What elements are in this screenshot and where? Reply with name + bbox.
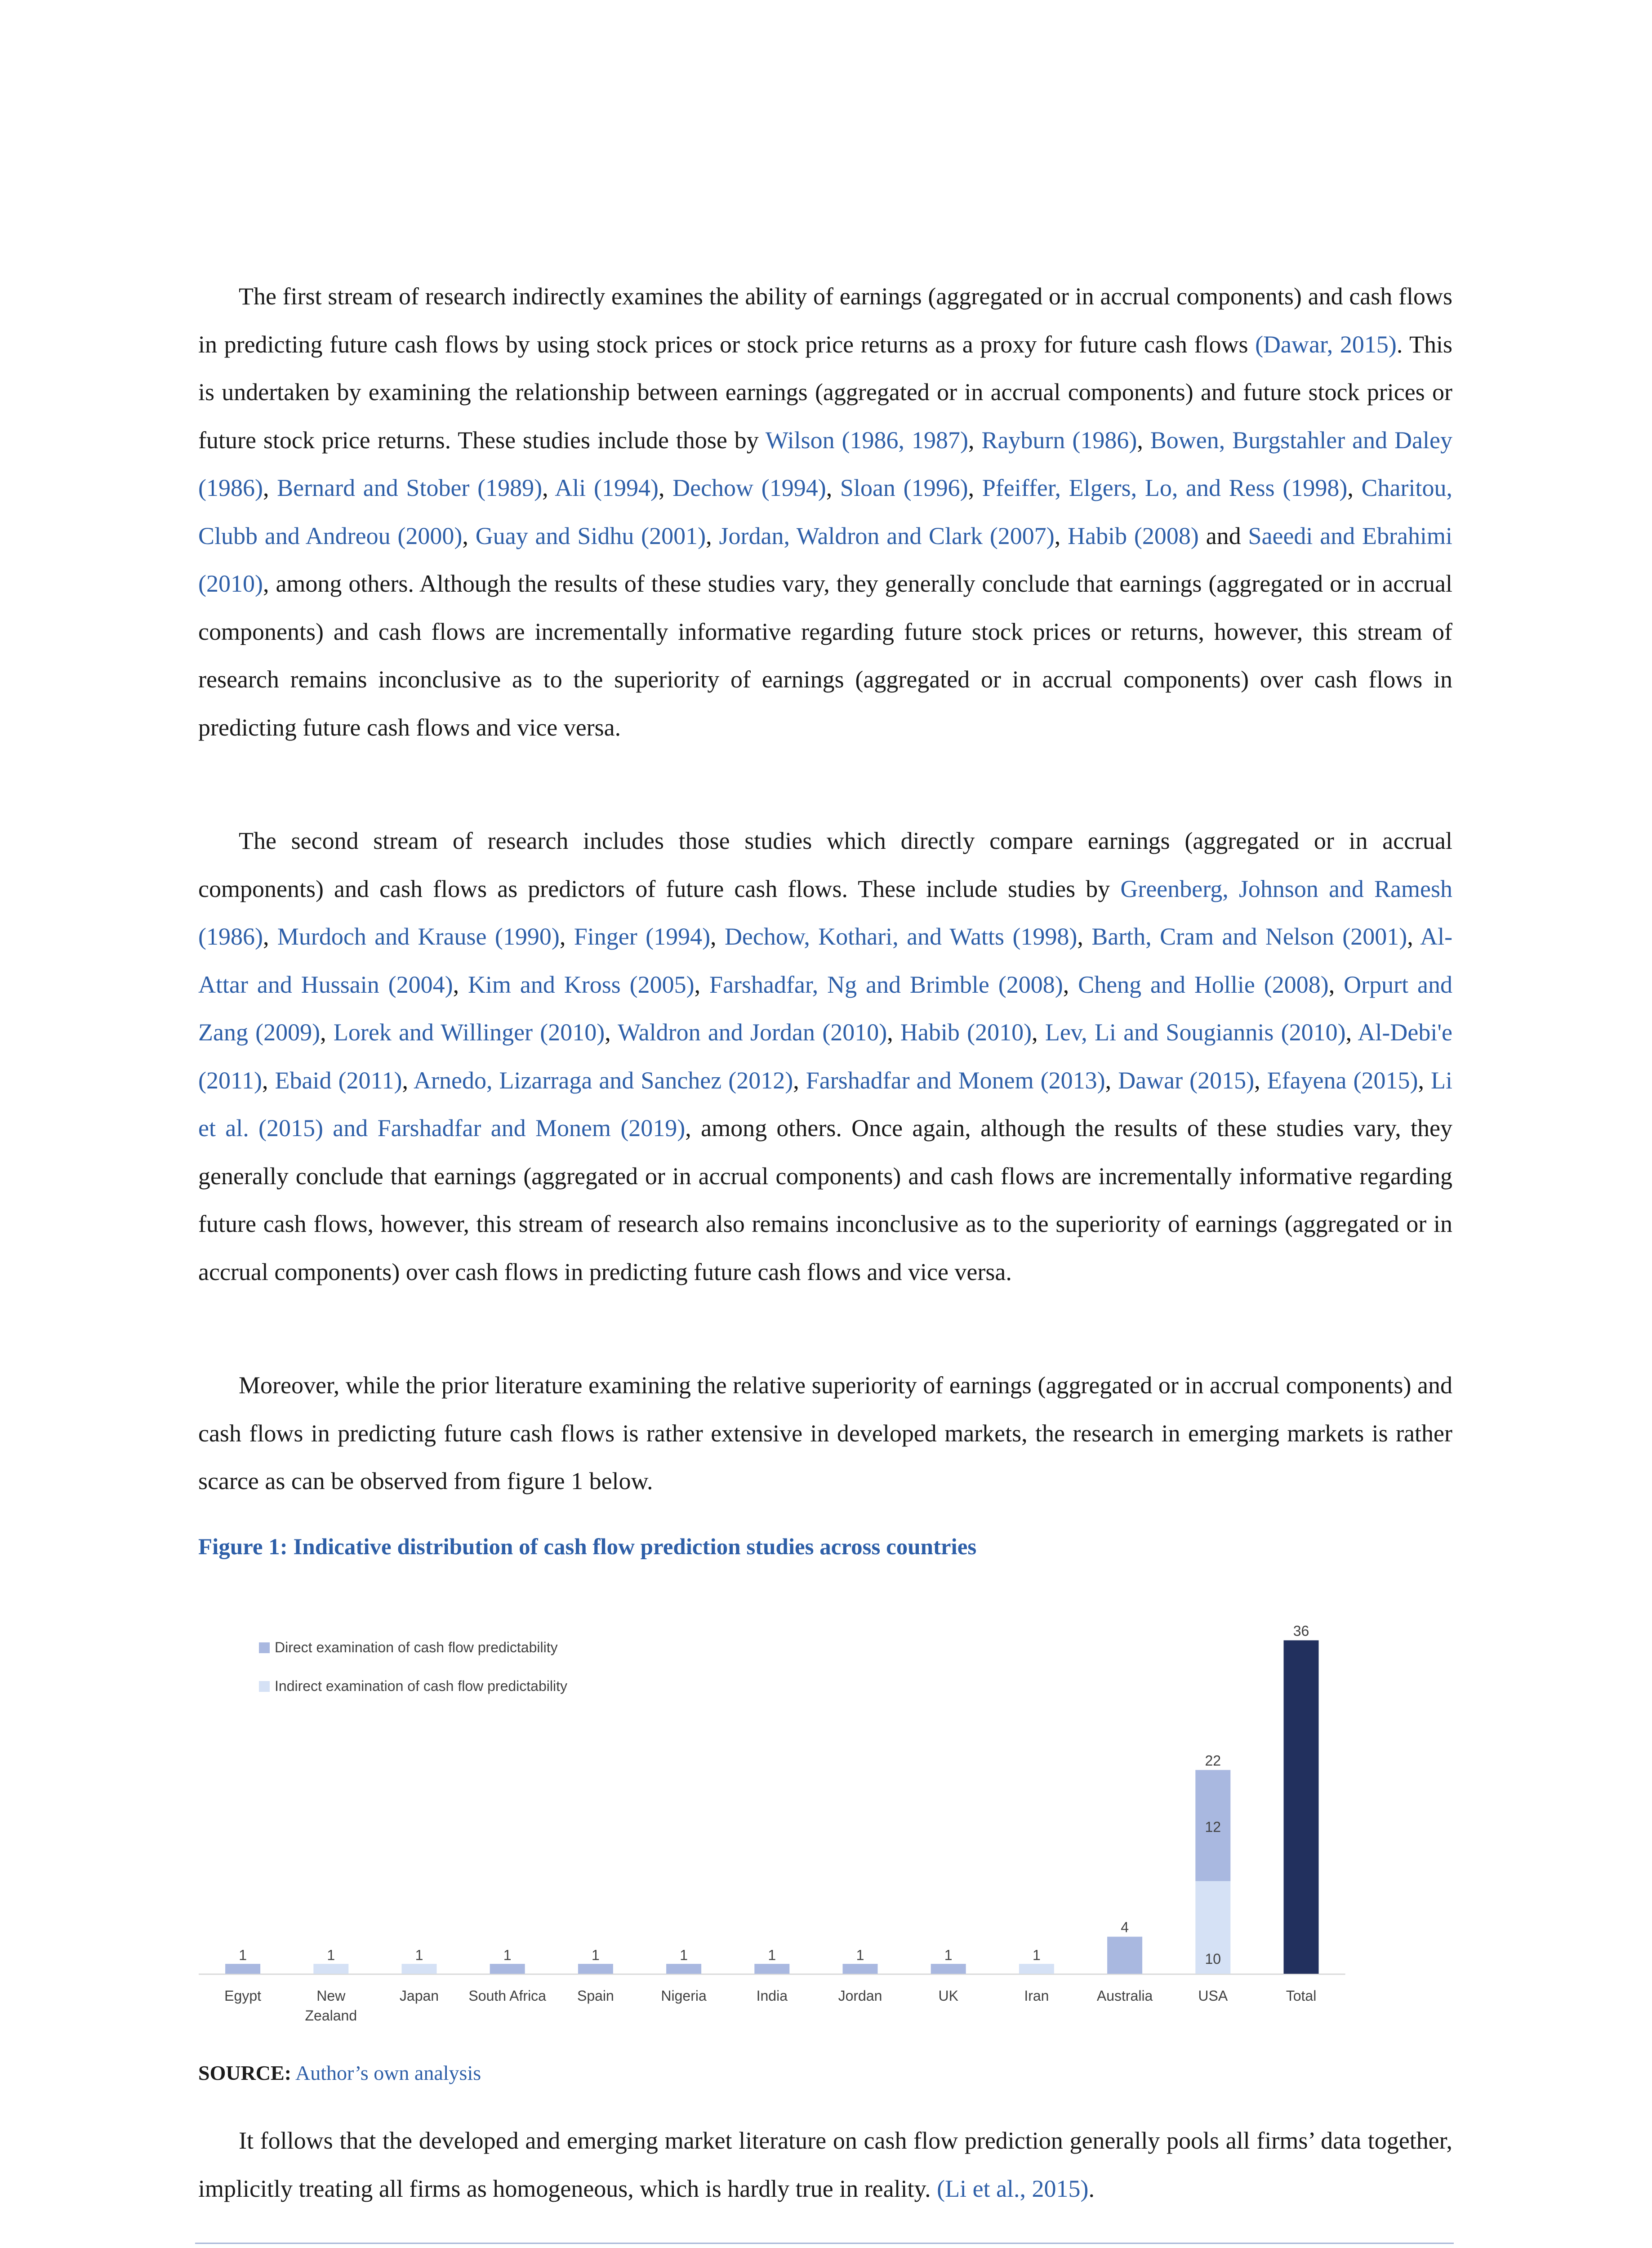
body-text: , xyxy=(1105,1066,1118,1094)
citation: Efayena (2015) xyxy=(1267,1066,1418,1094)
citation: Farshadfar and Monem (2013) xyxy=(806,1066,1105,1094)
citation: Charitou, Clubb and Andreou (2000) xyxy=(198,474,1453,549)
citation: Habib (2008) xyxy=(1068,522,1199,549)
figure-1-chart xyxy=(198,1598,1452,2048)
category-label: Nigeria xyxy=(661,1988,707,2004)
citation: Bowen, Burgstahler and Daley (1986) xyxy=(198,426,1452,501)
citation: Cheng and Hollie (2008) xyxy=(1078,971,1329,998)
citation: Kim and Kross (2005) xyxy=(468,971,695,998)
citation: Habib (2010) xyxy=(900,1019,1032,1046)
citation: Orpurt and Zang (2009) xyxy=(198,971,1453,1046)
legend-swatch xyxy=(259,1642,270,1653)
citation: Arnedo, Lizarraga and Sanchez (2012) xyxy=(414,1066,793,1094)
citation: Saeedi and Ebrahimi (2010) xyxy=(198,522,1453,597)
body-text: , xyxy=(263,923,277,950)
body-text: , xyxy=(1077,923,1092,950)
citation: Lev, Li and Sougiannis (2010) xyxy=(1045,1019,1346,1046)
data-label: 1 xyxy=(1033,1947,1041,1963)
data-label: 12 xyxy=(1205,1819,1221,1835)
body-text: , xyxy=(605,1019,618,1046)
body-text: , xyxy=(1054,522,1068,549)
bar-direct-south-africa xyxy=(490,1964,525,1974)
category-label: Total xyxy=(1286,1988,1317,2004)
bar-indirect-japan xyxy=(402,1964,437,1974)
body-text: , xyxy=(402,1066,414,1094)
body-text: Moreover, while the prior literature examining the relative superiority of earnings (aggregated or in accrual components) and cash flows in predicting future cash flows is rather extensive in developed markets, the research in emerging markets is rather scarce as can be observed from figure 1 below. xyxy=(198,1372,1452,1494)
data-label: 1 xyxy=(944,1947,953,1963)
body-text: , xyxy=(887,1019,900,1046)
citation: Jordan, Waldron and Clark (2007) xyxy=(719,522,1055,549)
body-text: , xyxy=(1063,971,1078,998)
citation: (Dawar, 2015) xyxy=(1255,330,1397,358)
citation: Lorek and Willinger (2010) xyxy=(333,1019,605,1046)
body-text: , among others. Once again, although the results of these studies vary, they generally conclude that earnings (aggregated or in accrual components) and cash flows are incrementally informative regarding future cash flows, however, this stream of research also remains inconclusive as to the superiority of earnings (aggregated or in accrual components) over cash flows in predicting future cash flows and vice versa. xyxy=(198,1115,1452,1285)
category-label: Japan xyxy=(399,1988,439,2004)
source-value: Author’s own analysis xyxy=(295,2061,481,2084)
bar-direct-nigeria xyxy=(666,1964,701,1974)
citation: Al-Attar and Hussain (2004) xyxy=(198,923,1453,998)
bar-direct-australia xyxy=(1107,1937,1142,1974)
citation: Greenberg, Johnson and Ramesh (1986) xyxy=(198,875,1453,950)
body-text: , xyxy=(559,923,574,950)
data-label: 1 xyxy=(768,1947,776,1963)
bar-direct-uk xyxy=(931,1964,966,1974)
category-label: Egypt xyxy=(224,1988,262,2004)
citation: Barth, Cram and Nelson (2001) xyxy=(1091,923,1407,950)
bar-indirect-iran xyxy=(1019,1964,1054,1974)
body-text: , xyxy=(1032,1019,1045,1046)
body-text: , xyxy=(1137,426,1150,454)
data-label: 1 xyxy=(680,1947,688,1963)
citation: Pfeiffer, Elgers, Lo, and Ress (1998) xyxy=(982,474,1348,501)
body-text: , xyxy=(263,474,277,501)
body-text: . This is undertaken by examining the relationship between earnings (aggregated or in accrual components) and future stock prices or future stock price returns. These studies include those by xyxy=(198,330,1453,454)
paragraph-2 xyxy=(198,817,1452,1296)
citation: Wilson (1986, 1987) xyxy=(765,426,968,454)
footer-rule xyxy=(195,2243,1454,2244)
body-text: , xyxy=(453,971,468,998)
category-label: Spain xyxy=(577,1988,614,2004)
citation: Ali (1994) xyxy=(555,474,659,501)
body-text: , among others. Although the results of these studies vary, they generally conclude that earnings (aggregated or in accrual components) and cash flows are incrementally informative regarding future stock prices or returns, however, this stream of research remains inconclusive as to the superiority of earnings (aggregated or in accrual components) over cash flows in predicting future cash flows and vice versa. xyxy=(198,570,1452,741)
citation: Guay and Sidhu (2001) xyxy=(475,522,706,549)
citation: Dechow, Kothari, and Watts (1998) xyxy=(724,923,1078,950)
body-text: , xyxy=(320,1019,334,1046)
body-text: , xyxy=(1254,1066,1267,1094)
body-text: and xyxy=(1198,522,1248,549)
paragraph-4 xyxy=(198,2117,1452,2212)
body-text: , xyxy=(1345,1019,1358,1046)
citation: Bernard and Stober (1989) xyxy=(277,474,543,501)
figure-source xyxy=(198,2061,481,2085)
body-text: , xyxy=(1328,971,1344,998)
data-label: 22 xyxy=(1205,1752,1221,1769)
category-label: USA xyxy=(1198,1988,1228,2004)
data-label: 1 xyxy=(327,1947,335,1963)
body-text: , xyxy=(262,1066,275,1094)
bar-direct-jordan xyxy=(843,1964,878,1974)
body-text: , xyxy=(1347,474,1362,501)
body-text: The second stream of research includes those studies which directly compare earnings (aggregated or in accrual components) and cash flows as predictors of future cash flows. These include studies by xyxy=(198,827,1452,902)
bar-direct-spain xyxy=(578,1964,613,1974)
legend-swatch xyxy=(259,1681,270,1692)
data-label: 1 xyxy=(856,1947,864,1963)
body-text: . xyxy=(1088,2175,1095,2202)
data-label: 4 xyxy=(1121,1919,1129,1936)
body-text: , xyxy=(658,474,673,501)
category-label: South Africa xyxy=(468,1988,546,2004)
body-text: , xyxy=(1418,1066,1431,1094)
body-text: , xyxy=(793,1066,806,1094)
category-label: India xyxy=(756,1988,788,2004)
bar-indirect-new-zealand xyxy=(313,1964,348,1974)
body-text: , xyxy=(968,426,982,454)
body-text: , xyxy=(462,522,476,549)
citation: Murdoch and Krause (1990) xyxy=(277,923,560,950)
stacked-bar-chart xyxy=(198,1598,1452,2048)
citation: Al-Debi'e (2011) xyxy=(198,1019,1453,1094)
citation: Farshadfar, Ng and Brimble (2008) xyxy=(709,971,1063,998)
citation: (Li et al., 2015) xyxy=(937,2175,1089,2202)
citation: Rayburn (1986) xyxy=(981,426,1137,454)
bar-direct-india xyxy=(754,1964,789,1974)
bar-direct-egypt xyxy=(225,1964,260,1974)
body-text: It follows that the developed and emerging market literature on cash flow prediction generally pools all firms’ data together, implicitly treating all firms as homogeneous, which is hardly true in reality. xyxy=(198,2127,1452,2202)
body-text: , xyxy=(542,474,555,501)
citation: Ebaid (2011) xyxy=(275,1066,402,1094)
figure-title: Figure 1: Indicative distribution of cash flow prediction studies across countries xyxy=(198,1534,977,1560)
paragraph-1 xyxy=(198,272,1452,751)
legend-label: Indirect examination of cash flow predictability xyxy=(275,1678,567,1694)
citation: Li et al. (2015) and Farshadfar and Monem (2019) xyxy=(198,1066,1453,1142)
citation: Waldron and Jordan (2010) xyxy=(618,1019,887,1046)
category-label: UK xyxy=(938,1988,958,2004)
category-label: New xyxy=(316,1988,346,2004)
body-text: The first stream of research indirectly examines the ability of earnings (aggregated or in accrual components) and cash flows in predicting future cash flows by using stock prices or stock price returns as a proxy for future cash flows xyxy=(198,283,1452,358)
category-label: Iran xyxy=(1024,1988,1049,2004)
body-text: , xyxy=(694,971,710,998)
body-text: , xyxy=(826,474,840,501)
data-label: 1 xyxy=(239,1947,247,1963)
data-label: 1 xyxy=(592,1947,600,1963)
body-text: , xyxy=(706,522,719,549)
citation: Finger (1994) xyxy=(574,923,711,950)
paragraph-3 xyxy=(198,1361,1452,1505)
category-label: Australia xyxy=(1096,1988,1153,2004)
category-label: Zealand xyxy=(305,2007,357,2024)
bar-total xyxy=(1284,1640,1319,1974)
citation: Dawar (2015) xyxy=(1118,1066,1255,1094)
body-text: , xyxy=(1407,923,1420,950)
data-label: 10 xyxy=(1205,1951,1221,1967)
citation: Sloan (1996) xyxy=(840,474,968,501)
citation: Dechow (1994) xyxy=(672,474,826,501)
data-label: 36 xyxy=(1293,1623,1309,1639)
body-text: , xyxy=(710,923,725,950)
category-label: Jordan xyxy=(838,1988,882,2004)
legend-label: Direct examination of cash flow predictability xyxy=(275,1639,558,1655)
data-label: 1 xyxy=(415,1947,423,1963)
source-label: SOURCE: xyxy=(198,2061,292,2084)
body-text: , xyxy=(968,474,982,501)
data-label: 1 xyxy=(503,1947,512,1963)
